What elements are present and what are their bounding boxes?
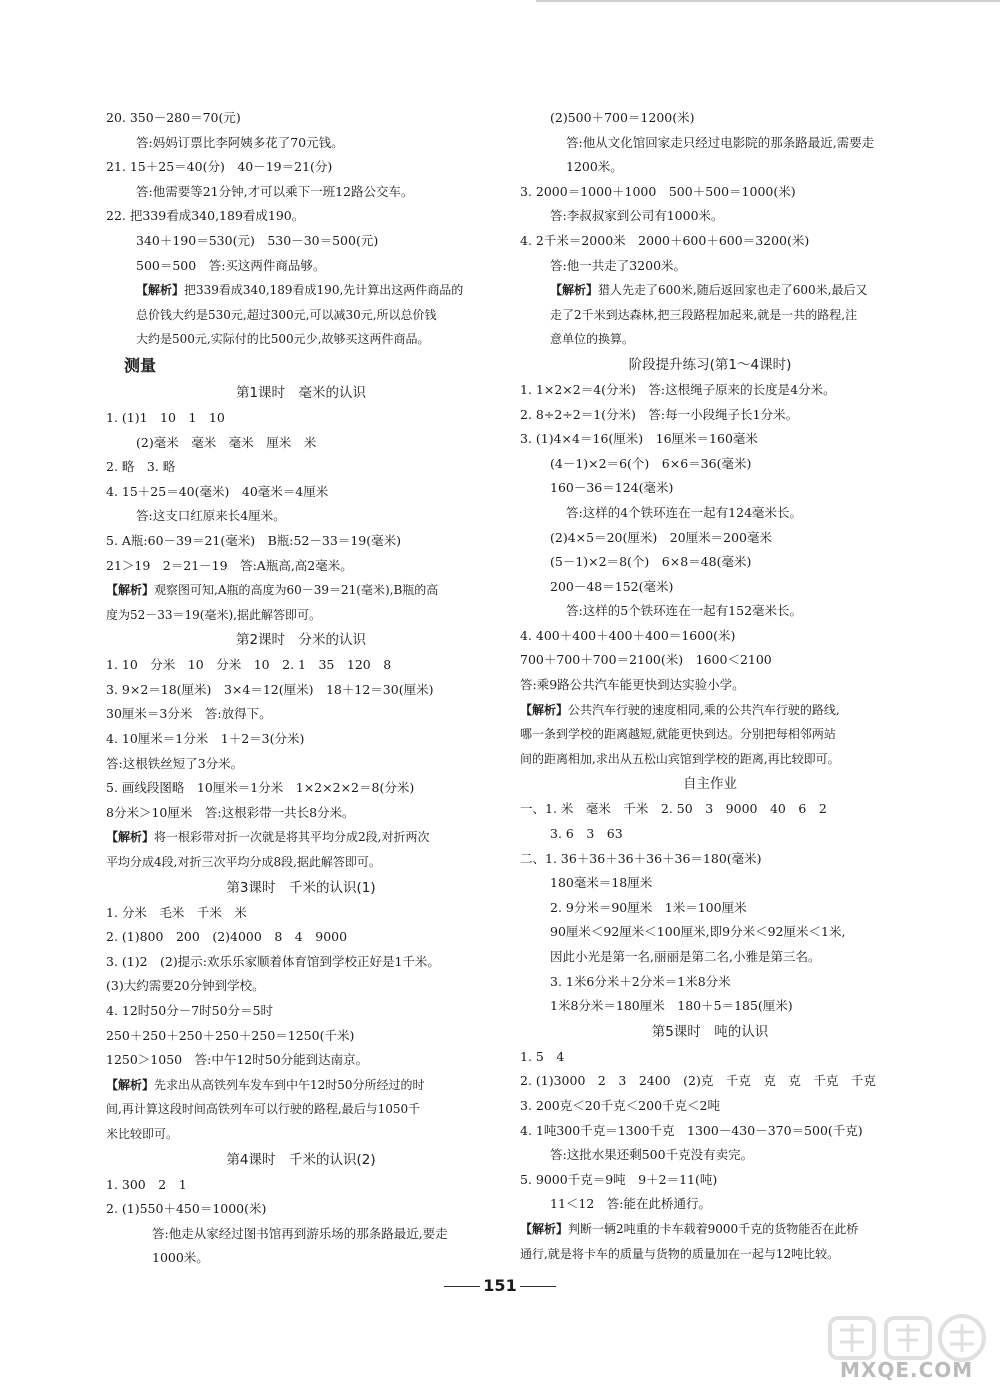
answer-line: 5. A瓶:60－39＝21(毫米) B瓶:52－33＝19(毫米) [106, 532, 401, 548]
answer-line: 4. 2千米＝2000米 2000＋600＋600＝3200(米) [520, 232, 810, 248]
answer-line: 1. 5 4 [520, 1048, 565, 1064]
answer-line: 2. (1)550＋450＝1000(米) [106, 1201, 267, 1217]
answer-line: 1200米。 [566, 159, 623, 175]
analysis-tag: 【解析】 [550, 283, 599, 298]
answer-line: 4. 10厘米＝1分米 1＋2＝3(分米) [106, 731, 305, 747]
analysis-tag: 【解析】 [106, 583, 155, 598]
analysis-line [106, 278, 496, 303]
analysis-line: 间的距离相加,求出从五松山宾馆到学校的距离,再比较即可。 [520, 751, 840, 766]
analysis-line: 通行,就是将卡车的质量与货物的质量加在一起与12吨比较。 [520, 1246, 840, 1261]
analysis-tag: 【解析】 [520, 702, 569, 717]
answer-line: 答:这支口红原来长4厘米。 [136, 508, 286, 524]
answer-line: (3)大约需要20分钟到学校。 [106, 978, 265, 994]
lesson-heading: 第4课时 千米的认识(2) [226, 1151, 376, 1168]
answer-line: (5－1)×2＝8(个) 6×8＝48(毫米) [550, 554, 752, 570]
answer-line: 180毫米＝18厘米 [550, 875, 653, 891]
analysis-tag: 【解析】 [106, 1077, 155, 1092]
answer-line: 3. 2000＝1000＋1000 500＋500＝1000(米) [520, 183, 796, 199]
answer-line: 3. 1米6分米＋2分米＝1米8分米 [550, 973, 731, 989]
analysis-line: 总价钱大约是530元,超过300元,可以减30元,所以总价钱 [136, 307, 437, 322]
answer-line: 1. 300 2 1 [106, 1176, 187, 1192]
answer-line: 答:他走从家经过图书馆再到游乐场的那条路最近,要走 [152, 1225, 448, 1241]
answer-line: (4－1)×2＝6(个) 6×6＝36(毫米) [550, 455, 752, 471]
analysis-tag: 【解析】 [520, 1221, 569, 1236]
answer-line: 4. 400＋400＋400＋400＝1600(米) [520, 627, 736, 643]
answer-line: 答:这根铁丝短了3分米。 [106, 755, 244, 771]
analysis-text: 观察图可知,A瓶的高度为60－39＝21(毫米),B瓶的高 [154, 583, 439, 598]
answer-line: 答:乘9路公共汽车能更快到达实验小学。 [520, 677, 745, 693]
answer-line: 一、1. 米 毫米 千米 2. 50 3 9000 40 6 2 [520, 801, 827, 817]
answer-line: 1. 分米 毛米 千米 米 [106, 904, 247, 920]
answer-line: 1. (1)1 10 1 10 [106, 409, 225, 425]
analysis-tag: 【解析】 [136, 283, 185, 298]
analysis-line: 度为52－33＝19(毫米),据此解答即可。 [106, 607, 321, 622]
answer-line: 200－48＝152(毫米) [550, 578, 674, 594]
answer-line: 答:李叔叔家到公司有1000米。 [550, 208, 724, 224]
analysis-line [106, 1073, 496, 1098]
answer-line: 1. 10 分米 10 分米 10 2. 1 35 120 8 [106, 657, 392, 673]
answer-line: 2. 略 3. 略 [106, 459, 176, 475]
answer-line: 1250＞1050 答:中午12时50分能到达南京。 [106, 1052, 369, 1068]
answer-line: (2)4×5＝20(厘米) 20厘米＝200毫米 [550, 529, 773, 545]
answer-line: 1. 1×2×2＝4(分米) 答:这根绳子原来的长度是4分米。 [520, 381, 836, 397]
lesson-heading: 阶段提升练习(第1～4课时) [628, 356, 792, 373]
analysis-line: 平均分成4段,对折三次平均分成8段,据此解答即可。 [106, 855, 381, 870]
answer-line: 答:这批水果还剩500千克没有卖完。 [550, 1147, 754, 1163]
lesson-heading: 第3课时 千米的认识(1) [226, 879, 376, 896]
answer-line: 20. 350－280＝70(元) [106, 110, 241, 125]
answer-line: 答:他一共走了3200米。 [550, 257, 687, 273]
top-edge-line [536, 0, 1000, 2]
unit-heading: 测量 [124, 355, 157, 375]
answer-line: 160－36＝124(毫米) [550, 480, 674, 496]
answer-line: 3. (1)2 (2)提示:欢乐乐家顺着体育馆到学校正好是1千米。 [106, 953, 440, 969]
answer-line: 二、1. 36＋36＋36＋36＋36＝180(毫米) [520, 850, 762, 866]
answer-line: 因此小光是第一名,丽丽是第二名,小雅是第三名。 [550, 949, 821, 964]
answer-line: 4. 15＋25＝40(毫米) 40毫米＝4厘米 [106, 483, 329, 499]
answer-line: 1米8分米＝180厘米 180＋5＝185(厘米) [550, 998, 793, 1014]
analysis-text: 先求出从高铁列车发车到中午12时50分所经过的时 [154, 1077, 425, 1092]
answer-line: 2. 8÷2÷2＝1(分米) 答:每一小段绳子长1分米。 [520, 406, 799, 422]
analysis-line [520, 698, 900, 723]
lesson-heading: 第5课时 吨的认识 [651, 1023, 769, 1040]
answer-line: 3. 9×2＝18(厘米) 3×4＝12(厘米) 18＋12＝30(厘米) [106, 681, 434, 697]
analysis-line: 哪一条到学校的距离越短,就能更快到达。分别把每相邻两站 [520, 727, 836, 742]
analysis-line: 米比较即可。 [106, 1126, 179, 1141]
analysis-text: 将一根彩带对折一次就是将其平均分成2段,对折两次 [154, 830, 430, 845]
answer-line: 答:这样的5个铁环连在一起有152毫米长。 [566, 603, 803, 619]
answer-line: 答:妈妈订票比李阿姨多花了70元钱。 [136, 134, 344, 150]
analysis-tag: 【解析】 [106, 830, 155, 845]
page-number: 151 [444, 1276, 556, 1295]
right-answer-column [520, 106, 900, 1266]
answer-line: 11＜12 答:能在此桥通行。 [550, 1196, 712, 1212]
analysis-text: 把339看成340,189看成190,先计算出这两件商品的 [184, 283, 464, 298]
left-answer-column [106, 106, 496, 1271]
answer-line: 21. 15＋25＝40(分) 40－19＝21(分) [106, 159, 333, 175]
answer-line: 答:这样的4个铁环连在一起有124毫米长。 [566, 504, 803, 520]
answer-line: 5. 画线段图略 10厘米＝1分米 1×2×2×2＝8(分米) [106, 780, 415, 796]
analysis-text: 猎人先走了600米,随后返回家也走了600米,最后又 [598, 283, 868, 298]
answer-line: (2)500＋700＝1200(米) [550, 110, 695, 125]
watermark-url: MXQE.COM [840, 1358, 974, 1382]
answer-line: 4. 1吨300千克＝1300千克 1300－430－370＝500(千克) [520, 1122, 863, 1138]
answer-line: 3. 6 3 63 [550, 826, 623, 842]
answer-line: 30厘米＝3分米 答:放得下。 [106, 706, 272, 722]
answer-line: 3. (1)4×4＝16(厘米) 16厘米＝160毫米 [520, 431, 758, 447]
lesson-heading: 第2课时 分米的认识 [235, 632, 367, 649]
answer-line: (2)毫米 毫米 毫米 厘米 米 [136, 434, 317, 450]
answer-line: 8分米＞10厘米 答:这根彩带一共长8分米。 [106, 804, 355, 820]
answer-line: 2. (1)800 200 (2)4000 8 4 9000 [106, 929, 348, 945]
analysis-line: 大约是500元,实际付的比500元少,故够买这两件商品。 [136, 332, 430, 347]
answer-line: 250＋250＋250＋250＋250＝1250(千米) [106, 1027, 355, 1043]
answer-line: 90厘米＜92厘米＜100厘米,即9分米＜92厘米＜1米, [550, 924, 846, 940]
answer-line: 700＋700＋700＝2100(米) 1600＜2100 [520, 652, 772, 668]
answer-line: 22. 把339看成340,189看成190。 [106, 208, 305, 224]
lesson-heading: 自主作业 [683, 776, 737, 793]
analysis-text: 判断一辆2吨重的卡车载着9000千克的货物能否在此桥 [568, 1221, 859, 1236]
lesson-heading: 第1课时 毫米的认识 [235, 384, 367, 401]
answer-line: 2. 9分米＝90厘米 1米＝100厘米 [550, 899, 747, 915]
answer-line: 答:他需要等21分钟,才可以乘下一班12路公交车。 [136, 183, 414, 199]
analysis-line [106, 578, 496, 603]
analysis-text: 公共汽车行驶的速度相同,乘的公共汽车行驶的路线, [568, 702, 840, 717]
analysis-line: 走了2千米到达森林,把三段路程加起来,就是一共的路程,注 [550, 307, 858, 322]
analysis-line [520, 278, 900, 303]
analysis-line: 意单位的换算。 [550, 332, 635, 347]
answer-line: 21＞19 2＝21－19 答:A瓶高,高2毫米。 [106, 557, 353, 573]
answer-line: 3. 200克＜20千克＜200千克＜2吨 [520, 1097, 720, 1113]
analysis-line [520, 1217, 900, 1242]
analysis-line: 间,再计算这段时间高铁列车可以行驶的路程,最后与1050千 [106, 1102, 421, 1117]
answer-line: 5. 9000千克＝9吨 9＋2＝11(吨) [520, 1171, 718, 1187]
answer-line: 2. (1)3000 2 3 2400 (2)克 千克 克 克 千克 千克 [520, 1073, 876, 1089]
answer-line: 1000米。 [152, 1250, 209, 1266]
answer-line: 500＝500 答:买这两件商品够。 [136, 257, 326, 273]
answer-line: 340＋190＝530(元) 530－30＝500(元) [136, 232, 379, 248]
answer-line: 4. 12时50分－7时50分＝5时 [106, 1003, 274, 1018]
answer-line: 答:他从文化馆回家走只经过电影院的那条路最近,需要走 [566, 134, 875, 150]
analysis-line [106, 825, 496, 850]
